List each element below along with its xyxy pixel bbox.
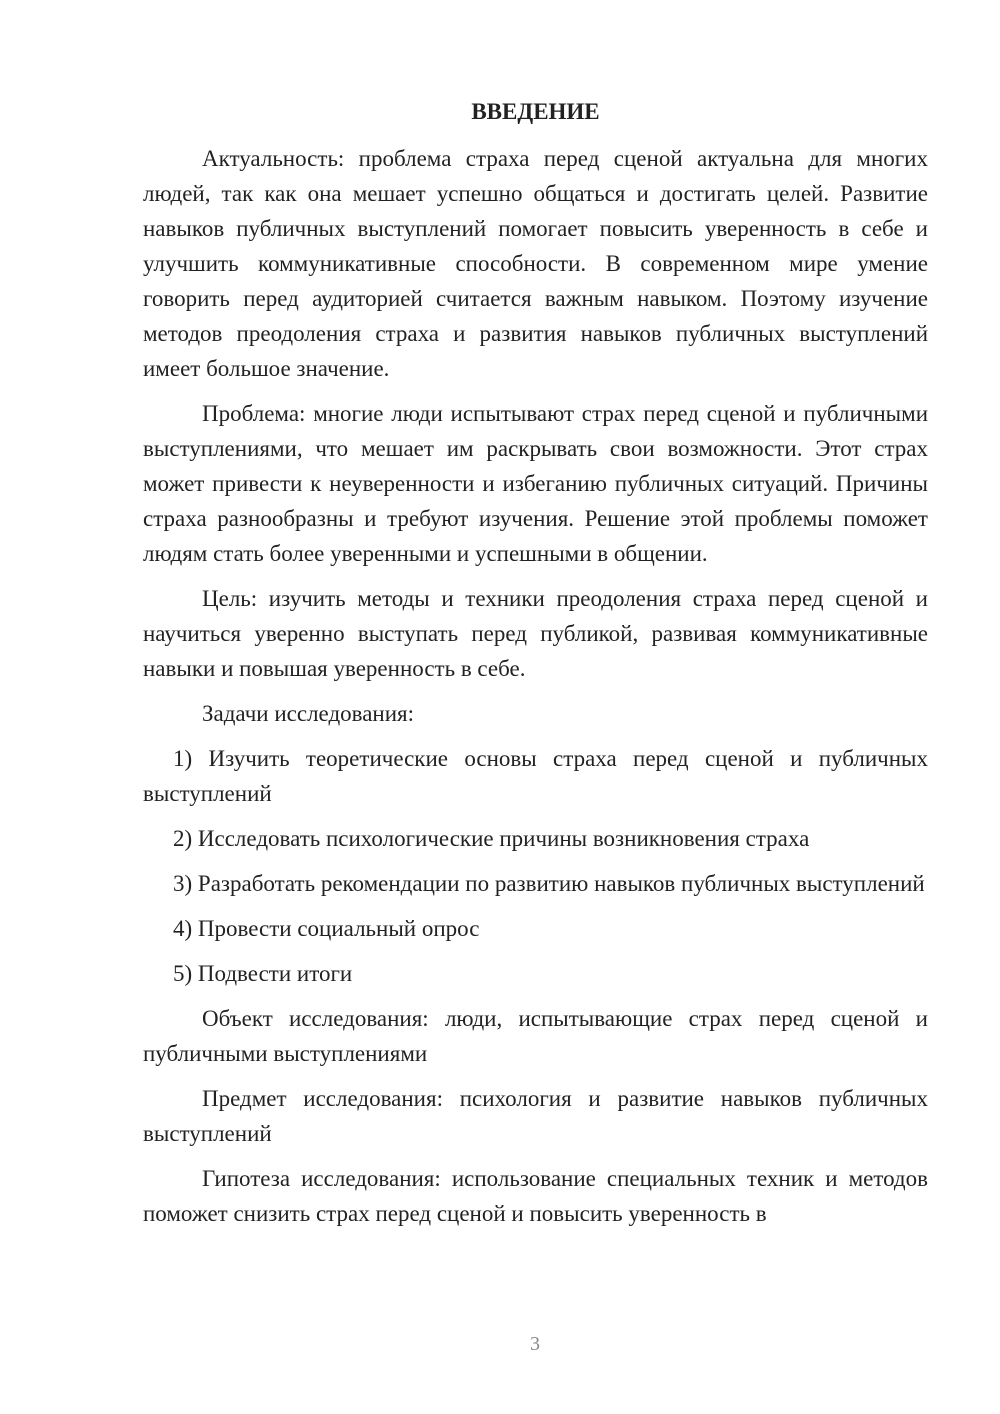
section-title: ВВЕДЕНИЕ (471, 99, 600, 124)
paragraph-object: Объект исследования: люди, испытывающие страх перед сценой и публичными выступлениями (143, 1006, 928, 1066)
page-content (143, 94, 928, 1241)
paragraph-problem: Проблема: многие люди испытывают страх перед сценой и публичными выступлениями, что мешает им раскрывать свои возможности. Этот страх может привести к неуверенности и избеганию публичных ситуаций. Причины страха разнообразны и требуют изучения. Решение этой проблемы поможет людям стать более уверенными и успешными в общении. (143, 401, 928, 566)
task-item-4: 4) Провести социальный опрос (173, 916, 480, 941)
task-item-5: 5) Подвести итоги (173, 961, 353, 986)
tasks-heading: Задачи исследования: (202, 701, 415, 726)
task-item-1: 1) Изучить теоретические основы страха перед сценой и публичных выступлений (143, 746, 928, 806)
paragraph-hypothesis: Гипотеза исследования: использование специальных техник и методов поможет снизить страх перед сценой и повысить уверенность в (143, 1166, 928, 1226)
task-item-3: 3) Разработать рекомендации по развитию навыков публичных выступлений (173, 871, 925, 896)
paragraph-subject: Предмет исследования: психология и развитие навыков публичных выступлений (143, 1086, 928, 1146)
paragraph-goal: Цель: изучить методы и техники преодоления страха перед сценой и научиться уверенно выступать перед публикой, развивая коммуникативные навыки и повышая уверенность в себе. (143, 586, 928, 681)
paragraph-relevance: Актуальность: проблема страха перед сценой актуальна для многих людей, так как она мешает успешно общаться и достигать целей. Развитие навыков публичных выступлений помогает повысить уверенность в себе и улучшить коммуникативные способности. В современном мире умение говорить перед аудиторией считается важным навыком. Поэтому изучение методов преодоления страха и развития навыков публичных выступлений имеет большое значение. (143, 146, 928, 381)
task-item-2: 2) Исследовать психологические причины возникновения страха (173, 826, 810, 851)
page-number: 3 (530, 1333, 540, 1355)
